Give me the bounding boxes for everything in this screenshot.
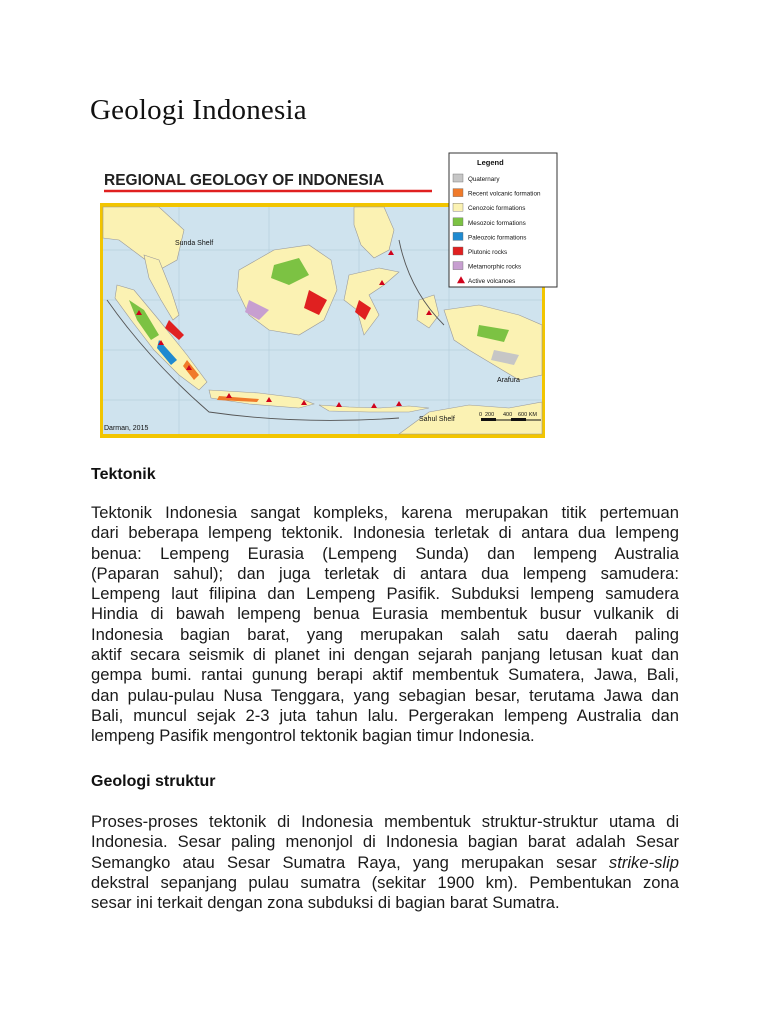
text-line: Bali, muncul sejak 2-3 juta tahun lalu. Pergerakan lempeng Australia dan — [91, 705, 679, 725]
term-strike-slip: strike-slip — [608, 852, 679, 872]
text-line: dekstral sepanjang pulau sumatra (sekitar 1900 km). Pembentukan zona — [91, 872, 679, 892]
scale-label-600: 600 KM — [518, 412, 537, 418]
legend-label: Cenozoic formations — [468, 205, 526, 213]
text-line: aktif secara seismik di planet ini dengan sejarah panjang letusan kuat dan — [91, 645, 679, 665]
legend-swatch — [453, 262, 463, 270]
text-line: Tektonik Indonesia sangat kompleks, karena merupakan titik pertemuan — [91, 503, 679, 522]
scale-bar — [479, 412, 541, 421]
map-credit: Darman, 2015 — [104, 425, 149, 432]
text-line: dari beberapa lempeng tektonik. Indonesia terletak di antara dua lempeng — [91, 523, 679, 543]
legend-swatch — [453, 174, 463, 182]
text-line: Lempeng laut filipina dan Lempeng Pasifik. Subduksi lempeng samudera — [91, 584, 679, 604]
sahul-shelf-label: Sahul Shelf — [419, 416, 455, 423]
text-line — [91, 853, 679, 873]
legend-title: Legend — [477, 158, 504, 167]
legend-label: Quaternary — [468, 176, 500, 183]
paragraph-geologi-struktur — [91, 812, 679, 913]
paragraph-tektonik — [91, 503, 679, 747]
text-line: dan pulau-pulau Nusa Tenggara, yang sebagian besar, terutama Jawa dan — [91, 685, 679, 705]
legend-label: Metamorphic rocks — [468, 263, 522, 271]
text-line: benua: Lempeng Eurasia (Lempeng Sunda) dan lempeng Australia — [91, 543, 679, 563]
section-heading-geologi-struktur: Geologi struktur — [91, 773, 216, 790]
sunda-shelf-label: Sunda Shelf — [175, 240, 214, 247]
legend-swatch — [453, 203, 463, 211]
scale-label-200: 200 — [485, 412, 495, 418]
text-line: gempa bumi. rantai gunung berapi aktif membentuk Sumatera, Jawa, Bali, — [91, 665, 679, 685]
legend-label: Recent volcanic formation — [468, 190, 541, 198]
text-run: Semangko atau Sesar Sumatra Raya, yang merupakan sesar — [91, 852, 609, 872]
text-line: (Paparan sahul); dan juga terletak di antara dua lempeng samudera: — [91, 563, 679, 583]
legend-swatch — [453, 189, 463, 197]
scale-label-400: 400 — [503, 412, 513, 418]
page-title: Geologi Indonesia — [90, 94, 307, 126]
text-line: sesar ini terkait dengan zona subduksi di bagian barat Sumatra. — [91, 893, 560, 913]
arafura-label: Arafura — [497, 377, 520, 384]
legend-swatch — [453, 247, 463, 255]
legend-label: Paleozoic formations — [468, 234, 527, 242]
legend-label: Plutonic rocks — [468, 249, 508, 256]
text-line: Indonesia. Sesar paling menonjol di Indonesia bagian barat adalah Sesar — [91, 832, 679, 852]
scale-label-0: 0 — [479, 412, 483, 418]
legend-swatch — [453, 218, 463, 226]
legend-label: Active volcanoes — [468, 278, 516, 286]
text-line: Hindia di bawah lempeng benua Eurasia membentuk busur vulkanik di — [91, 604, 679, 624]
map-legend — [449, 153, 557, 287]
map-title: REGIONAL GEOLOGY OF INDONESIA — [104, 172, 385, 189]
regional-geology-map — [99, 150, 560, 440]
section-heading-tektonik: Tektonik — [91, 466, 156, 483]
legend-label: Mesozoic formations — [468, 219, 526, 227]
legend-swatch — [453, 232, 463, 240]
text-line: lempeng Pasifik mengontrol tektonik bagian timur Indonesia. — [91, 726, 535, 746]
text-line: Proses-proses tektonik di Indonesia membentuk struktur-struktur utama di — [91, 812, 679, 831]
text-line: Indonesia bagian barat, yang merupakan salah satu daerah paling — [91, 624, 679, 644]
